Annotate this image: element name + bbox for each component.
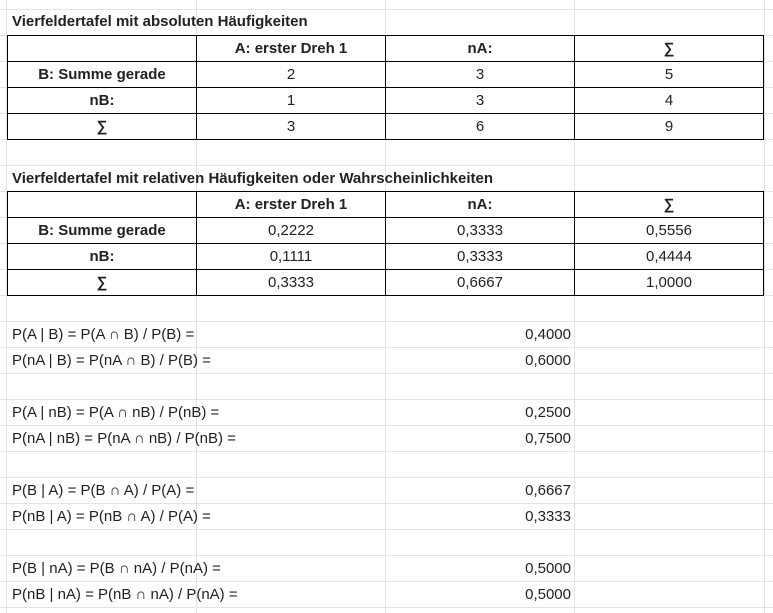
table-header-cell[interactable]: nA: <box>386 192 575 218</box>
formula-value[interactable]: 0,2500 <box>525 404 571 421</box>
table-cell[interactable]: 0,3333 <box>197 270 386 296</box>
table-cell[interactable]: 4 <box>575 88 764 114</box>
row-label-cell[interactable]: B: Summe gerade <box>8 62 197 88</box>
table-cell[interactable]: 3 <box>386 62 575 88</box>
table-header-cell[interactable]: ∑ <box>575 36 764 62</box>
table-row <box>8 244 764 270</box>
table-cell[interactable]: 1 <box>197 88 386 114</box>
relative-frequency-table <box>7 191 764 296</box>
formula-value[interactable]: 0,5000 <box>525 586 571 603</box>
table-row <box>8 270 764 296</box>
formula-label[interactable]: P(nB | nA) = P(nB ∩ nA) / P(nA) = <box>12 586 238 603</box>
formula-label[interactable]: P(nB | A) = P(nB ∩ A) / P(A) = <box>12 508 211 525</box>
row-label-cell[interactable]: nB: <box>8 244 197 270</box>
formula-value[interactable]: 0,6000 <box>525 352 571 369</box>
table-cell[interactable]: 2 <box>197 62 386 88</box>
table-cell[interactable]: 0,4444 <box>575 244 764 270</box>
formula-value[interactable]: 0,5000 <box>525 560 571 577</box>
table-cell[interactable]: 1,0000 <box>575 270 764 296</box>
table-cell[interactable] <box>8 36 197 62</box>
table-cell[interactable]: 0,2222 <box>197 218 386 244</box>
formula-label[interactable]: P(nA | nB) = P(nA ∩ nB) / P(nB) = <box>12 430 236 447</box>
formula-value[interactable]: 0,4000 <box>525 326 571 343</box>
formula-label[interactable]: P(B | nA) = P(B ∩ nA) / P(nA) = <box>12 560 221 577</box>
table-cell[interactable]: 0,3333 <box>386 244 575 270</box>
table-cell[interactable] <box>8 192 197 218</box>
table-header-cell[interactable]: A: erster Dreh 1 <box>197 36 386 62</box>
table-header-cell[interactable]: nA: <box>386 36 575 62</box>
table-row <box>8 88 764 114</box>
table-row <box>8 62 764 88</box>
formula-label[interactable]: P(A | B) = P(A ∩ B) / P(B) = <box>12 326 195 343</box>
formula-label[interactable]: P(nA | B) = P(nA ∩ B) / P(B) = <box>12 352 211 369</box>
row-label-cell[interactable]: ∑ <box>8 270 197 296</box>
table-header-row <box>8 36 764 62</box>
table-cell[interactable]: 0,6667 <box>386 270 575 296</box>
relative-table-title: Vierfeldertafel mit relativen Häufigkeiten oder Wahrscheinlichkeiten <box>12 170 493 187</box>
row-label-cell[interactable]: nB: <box>8 88 197 114</box>
table-cell[interactable]: 3 <box>197 114 386 140</box>
row-label-cell[interactable]: B: Summe gerade <box>8 218 197 244</box>
table-header-row <box>8 192 764 218</box>
formula-label[interactable]: P(B | A) = P(B ∩ A) / P(A) = <box>12 482 195 499</box>
table-cell[interactable]: 5 <box>575 62 764 88</box>
formula-value[interactable]: 0,7500 <box>525 430 571 447</box>
table-cell[interactable]: 6 <box>386 114 575 140</box>
absolute-frequency-table <box>7 35 764 140</box>
table-row <box>8 218 764 244</box>
table-cell[interactable]: 0,3333 <box>386 218 575 244</box>
absolute-table-title: Vierfeldertafel mit absoluten Häufigkeiten <box>12 13 308 30</box>
table-header-cell[interactable]: A: erster Dreh 1 <box>197 192 386 218</box>
table-cell[interactable]: 3 <box>386 88 575 114</box>
row-label-cell[interactable]: ∑ <box>8 114 197 140</box>
formula-label[interactable]: P(A | nB) = P(A ∩ nB) / P(nB) = <box>12 404 220 421</box>
table-cell[interactable]: 0,1111 <box>197 244 386 270</box>
table-row <box>8 114 764 140</box>
table-cell[interactable]: 0,5556 <box>575 218 764 244</box>
formula-value[interactable]: 0,6667 <box>525 482 571 499</box>
table-cell[interactable]: 9 <box>575 114 764 140</box>
table-header-cell[interactable]: ∑ <box>575 192 764 218</box>
formula-value[interactable]: 0,3333 <box>525 508 571 525</box>
